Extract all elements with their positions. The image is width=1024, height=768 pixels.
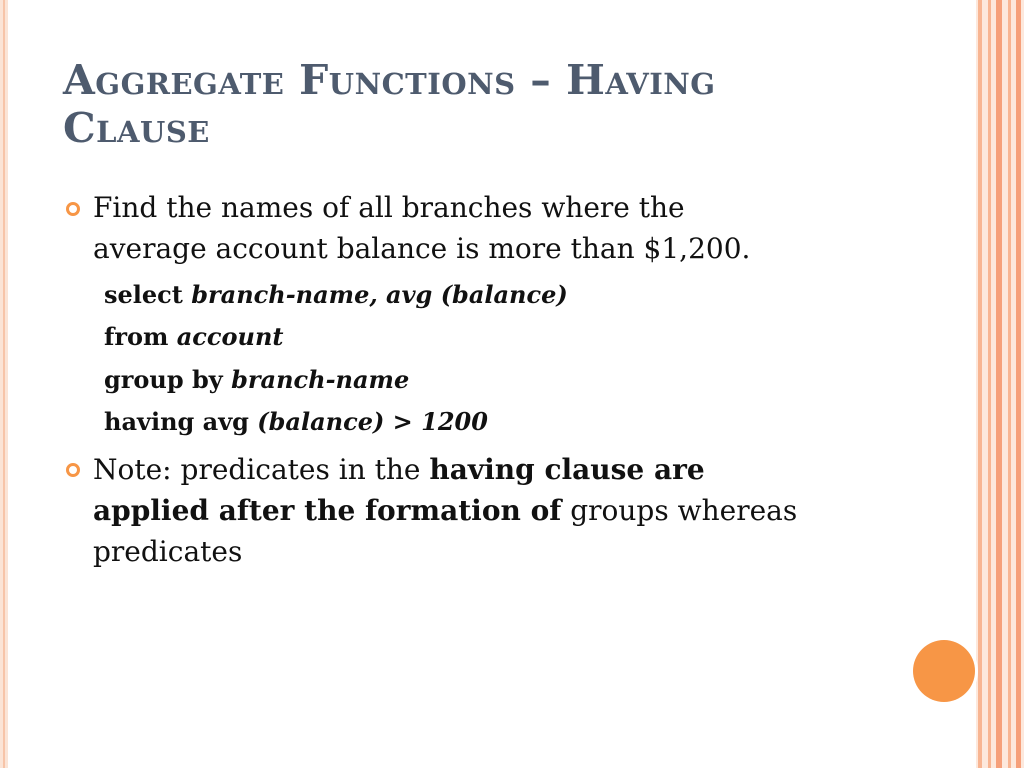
title-line-2: Clause — [63, 104, 210, 152]
sql-keyword-having: having avg — [104, 407, 258, 436]
title-line-1: Aggregate Functions – Having — [63, 56, 716, 104]
sql-select-columns: branch-name, avg (balance) — [191, 280, 568, 309]
bullet-1-line-2: average account balance is more than $1,200. — [93, 232, 751, 265]
bullet-2-plain-1: Note: predicates in the — [93, 453, 430, 486]
bullet-icon — [66, 202, 80, 216]
bullet-2-line-3: predicates — [93, 535, 243, 568]
sql-from-line — [104, 322, 804, 352]
sql-keyword-group-by: group by — [104, 365, 232, 394]
sql-group-by-column: branch-name — [231, 365, 410, 394]
bullet-2-bold-1: having clause are — [429, 453, 705, 486]
bullet-2-plain-2: groups whereas — [561, 494, 798, 527]
sql-group-by-line — [104, 365, 804, 395]
sql-from-table: account — [176, 322, 284, 351]
bullet-icon — [66, 463, 80, 477]
left-border-decoration — [0, 0, 8, 768]
decorative-circle — [913, 640, 975, 702]
right-border-stripe — [978, 0, 982, 768]
right-border-stripe — [996, 0, 1002, 768]
bullet-2-bold-2: applied after the formation of — [93, 494, 562, 527]
sql-having-line — [104, 407, 804, 437]
bullet-text-2 — [93, 449, 913, 572]
right-border-stripe — [1016, 0, 1021, 768]
slide-title — [63, 56, 863, 152]
sql-keyword-from: from — [104, 322, 177, 351]
sql-select-line — [104, 280, 804, 310]
sql-keyword-select: select — [104, 280, 192, 309]
sql-having-condition: (balance) > 1200 — [257, 407, 488, 436]
bullet-1-line-1: Find the names of all branches where the — [93, 191, 685, 224]
right-border-stripe — [988, 0, 991, 768]
bullet-2-line-2 — [93, 490, 913, 531]
bullet-2-line-1 — [93, 449, 913, 490]
bullet-text-1 — [93, 187, 913, 269]
right-border-stripe — [1008, 0, 1011, 768]
